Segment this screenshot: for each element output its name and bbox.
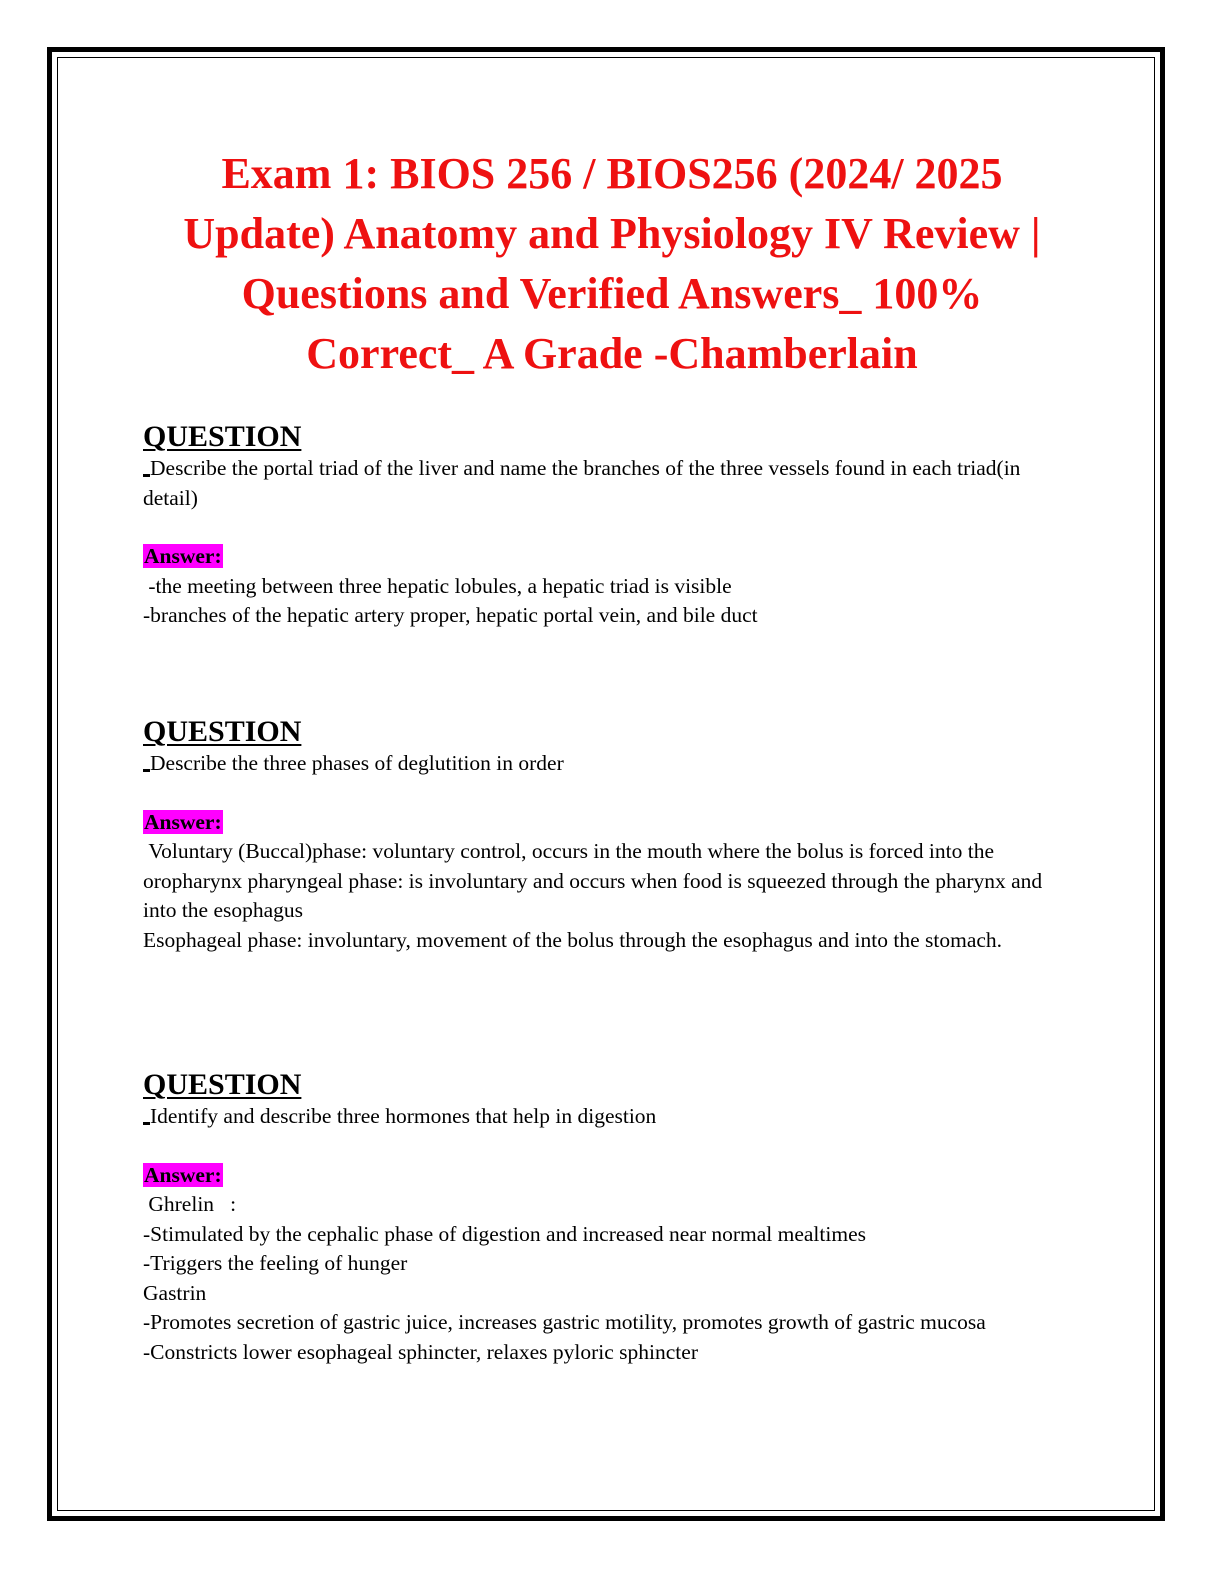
question-marker [143, 767, 150, 772]
question-text [143, 749, 1073, 779]
answer-line: -branches of the hepatic artery proper, hepatic portal vein, and bile duct [143, 603, 758, 627]
question-text-content: Describe the portal triad of the liver and name the branches of the three vessels found in each triad(in detail) [143, 456, 1021, 510]
title-line-2: Update) Anatomy and Physiology IV Review | [183, 209, 1041, 258]
answer-line: Gastrin [143, 1280, 207, 1305]
answer-label: Answer: [144, 809, 222, 834]
title-line-4: Correct_ A Grade -Chamberlain [306, 329, 918, 378]
answer-line: Voluntary (Buccal)phase: voluntary control, occurs in the mouth where the bolus is forced into the oropharynx pharyngeal phase: is involuntary and occurs when food is squeezed through the pharynx and into the esophagus [143, 839, 1048, 922]
answer-line: -Promotes secretion of gastric juice, increases gastric motility, promotes growth of gastric mucosa [143, 1310, 986, 1334]
question-block-1 [143, 420, 1073, 631]
question-heading: QUESTION [143, 1068, 302, 1101]
question-block-2 [143, 715, 1073, 955]
answer-line: -Triggers the feeling of hunger [143, 1251, 408, 1275]
document-title [110, 144, 1114, 384]
question-text-content: Describe the three phases of deglutition in order [150, 751, 564, 775]
answer-label: Answer: [144, 1162, 222, 1187]
answer-label: Answer: [144, 544, 222, 568]
question-marker [143, 1120, 150, 1125]
question-text-content: Identify and describe three hormones that help in digestion [150, 1104, 657, 1128]
question-text [143, 1102, 1073, 1132]
answer-line: -Constricts lower esophageal sphincter, relaxes pyloric sphincter [143, 1339, 698, 1364]
title-line-1: Exam 1: BIOS 256 / BIOS256 (2024/ 2025 [221, 149, 1003, 198]
answer-line: -Stimulated by the cephalic phase of digestion and increased near normal mealtimes [143, 1221, 866, 1246]
answer-line: -the meeting between three hepatic lobules, a hepatic triad is visible [143, 573, 732, 598]
question-block-3 [143, 1068, 1073, 1367]
question-heading: QUESTION [143, 715, 302, 748]
title-line-3: Questions and Verified Answers_ 100% [241, 269, 983, 318]
question-heading: QUESTION [143, 420, 302, 453]
question-text [143, 454, 1073, 513]
answer-line: Esophageal phase: involuntary, movement of the bolus through the esophagus and into the stomach. [143, 927, 1003, 952]
question-marker [143, 472, 150, 477]
answer-line: Ghrelin : [143, 1192, 237, 1216]
